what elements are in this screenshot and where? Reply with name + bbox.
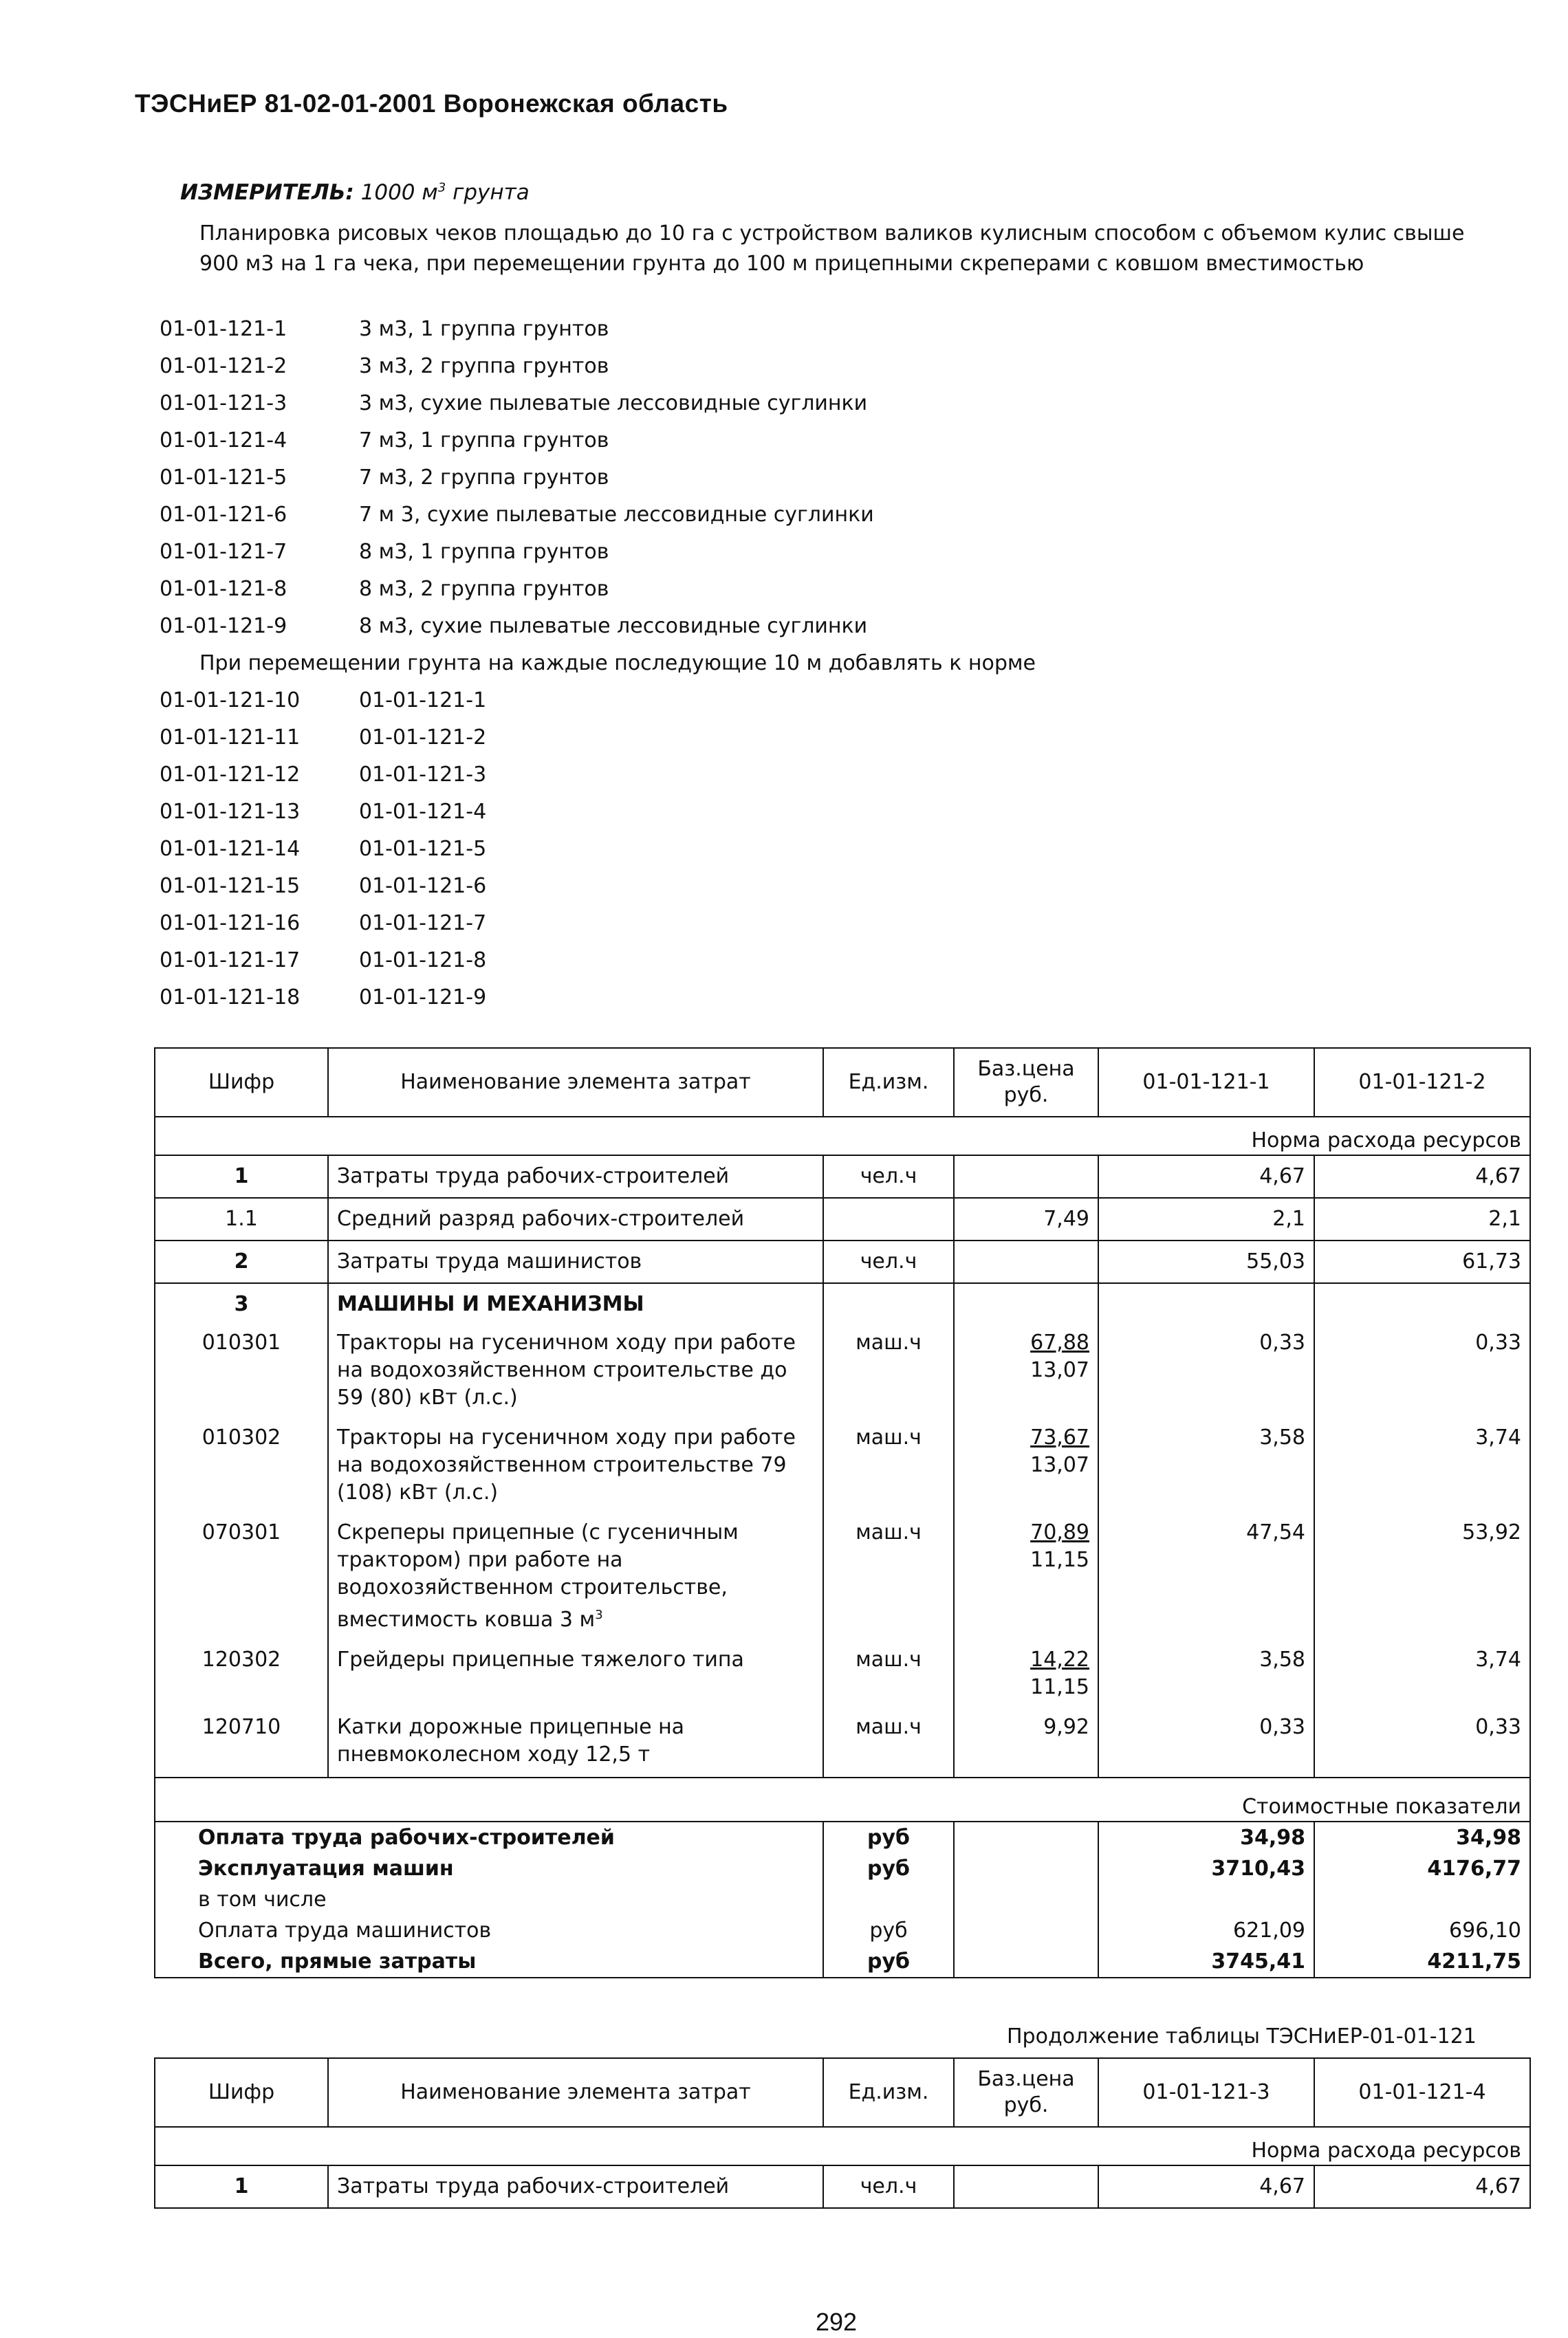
item-ref: 01-01-121-3 [359, 763, 487, 787]
row-price [954, 1420, 1098, 1515]
list-item [160, 719, 1036, 756]
item-code: 01-01-121-16 [160, 911, 301, 935]
summary-price [954, 1915, 1098, 1946]
row-value-1: 0,33 [1098, 1325, 1314, 1420]
row-price [954, 1642, 1098, 1709]
summary-value-1: 34,98 [1098, 1822, 1314, 1853]
row-value-2: 53,92 [1314, 1515, 1530, 1642]
row-name-sup: 3 [595, 1608, 603, 1622]
price-main: 67,88 [1030, 1331, 1089, 1355]
section-band [155, 2127, 1530, 2165]
row-code: 1 [155, 2165, 328, 2208]
table-row [155, 1642, 1530, 1709]
resource-table [154, 1047, 1531, 1978]
summary-unit: руб [823, 1946, 954, 1978]
row-price [954, 1283, 1098, 1325]
item-ref: 01-01-121-9 [359, 985, 487, 1009]
row-value-2: 4,67 [1314, 1155, 1530, 1198]
list-item [160, 942, 1036, 979]
meter-label: ИЗМЕРИТЕЛЬ: [180, 180, 354, 205]
summary-value-2: 4176,77 [1314, 1853, 1530, 1884]
table-row [155, 1198, 1530, 1241]
item-code: 01-01-121-17 [160, 948, 301, 972]
row-price: 7,49 [954, 1198, 1098, 1241]
item-ref: 01-01-121-6 [359, 874, 487, 898]
summary-price [954, 1822, 1098, 1853]
item-code: 01-01-121-14 [160, 837, 301, 861]
row-price [954, 1325, 1098, 1420]
row-price: 9,92 [954, 1709, 1098, 1778]
item-text: 3 м3, 2 группа грунтов [359, 354, 609, 378]
table-header [155, 2058, 1530, 2127]
row-value-1: 55,03 [1098, 1241, 1314, 1283]
item-code: 01-01-121-18 [160, 985, 301, 1009]
summary-value-1: 3710,43 [1098, 1853, 1314, 1884]
row-value-1: 3,58 [1098, 1420, 1314, 1515]
list-item [160, 831, 1036, 868]
price-main: 70,89 [1030, 1520, 1089, 1544]
item-code: 01-01-121-5 [160, 466, 287, 490]
summary-row [155, 1853, 1530, 1884]
item-ref: 01-01-121-5 [359, 837, 487, 861]
item-ref: 01-01-121-1 [359, 688, 487, 712]
summary-value-2: 696,10 [1314, 1915, 1530, 1946]
item-ref: 01-01-121-8 [359, 948, 487, 972]
header-cell: Баз.цена руб. [954, 1048, 1098, 1117]
item-code: 01-01-121-4 [160, 428, 287, 452]
list-item [160, 571, 1036, 608]
row-value-1: 3,58 [1098, 1642, 1314, 1709]
meter-value: 1000 м [360, 180, 438, 205]
row-code: 1.1 [155, 1198, 328, 1241]
document-title: ТЭСНиЕР 81-02-01-2001 Воронежская область [135, 89, 728, 118]
summary-price [954, 1884, 1098, 1915]
header-cell: Баз.цена руб. [954, 2058, 1098, 2127]
row-unit: маш.ч [823, 1642, 954, 1709]
row-code: 010302 [155, 1420, 328, 1515]
row-value-2: 3,74 [1314, 1420, 1530, 1515]
row-value-2: 4,67 [1314, 2165, 1530, 2208]
item-code: 01-01-121-3 [160, 391, 287, 415]
band-label: Норма расхода ресурсов [155, 1117, 1530, 1155]
item-code: 01-01-121-13 [160, 800, 301, 824]
row-value-1: 4,67 [1098, 2165, 1314, 2208]
item-code: 01-01-121-8 [160, 577, 287, 601]
row-unit: чел.ч [823, 1241, 954, 1283]
list-item [160, 682, 1036, 719]
header-cell: Шифр [155, 1048, 328, 1117]
row-name: Средний разряд рабочих-строителей [328, 1198, 823, 1241]
item-text: 8 м3, 2 группа грунтов [359, 577, 609, 601]
row-name-text: Скреперы прицепные (с гусеничным трактором) при работе на водохозяйственном строительстве, вместимость ковша 3 м [337, 1520, 739, 1632]
summary-label: Оплата труда рабочих-строителей [155, 1822, 823, 1853]
header-cell: Шифр [155, 2058, 328, 2127]
row-code: 070301 [155, 1515, 328, 1642]
page-number: 292 [816, 2308, 858, 2336]
item-code: 01-01-121-9 [160, 614, 287, 638]
row-code: 3 [155, 1283, 328, 1325]
row-code: 2 [155, 1241, 328, 1283]
measurement-unit [180, 180, 530, 205]
row-name: Катки дорожные прицепные на пневмоколесном ходу 12,5 т [328, 1709, 823, 1778]
section-band [155, 1117, 1530, 1155]
row-unit [823, 1283, 954, 1325]
table-row [155, 2165, 1530, 2208]
list-item [160, 348, 1036, 385]
row-value-2 [1314, 1283, 1530, 1325]
item-code: 01-01-121-12 [160, 763, 301, 787]
item-code: 01-01-121-11 [160, 725, 301, 750]
list-item [160, 534, 1036, 571]
table-row [155, 1155, 1530, 1198]
list-item [160, 868, 1036, 905]
list-item [160, 794, 1036, 831]
row-value-1 [1098, 1283, 1314, 1325]
band-label: Стоимостные показатели [155, 1778, 1530, 1822]
header-cell: 01-01-121-3 [1098, 2058, 1314, 2127]
row-name: Затраты труда рабочих-строителей [328, 2165, 823, 2208]
row-value-1: 0,33 [1098, 1709, 1314, 1778]
item-code: 01-01-121-10 [160, 688, 301, 712]
list-item [160, 496, 1036, 534]
row-value-1: 4,67 [1098, 1155, 1314, 1198]
summary-row [155, 1884, 1530, 1915]
item-code: 01-01-121-7 [160, 540, 287, 564]
item-text: 7 м3, 1 группа грунтов [359, 428, 609, 452]
row-code: 010301 [155, 1325, 328, 1420]
code-list [160, 311, 1036, 1016]
header-cell: Ед.изм. [823, 2058, 954, 2127]
summary-label: Эксплуатация машин [155, 1853, 823, 1884]
header-cell: Наименование элемента затрат [328, 2058, 823, 2127]
price-main: 73,67 [1030, 1425, 1089, 1450]
summary-row [155, 1946, 1530, 1978]
price-secondary: 11,15 [1030, 1548, 1089, 1572]
list-item [160, 905, 1036, 942]
row-name: Затраты труда машинистов [328, 1241, 823, 1283]
item-text: 8 м3, сухие пылеватые лессовидные суглинки [359, 614, 868, 638]
summary-price [954, 1853, 1098, 1884]
item-text: 3 м3, сухие пылеватые лессовидные суглинки [359, 391, 868, 415]
list-item [160, 608, 1036, 645]
price-main: 14,22 [1030, 1648, 1089, 1672]
summary-label: в том числе [155, 1884, 823, 1915]
row-code: 120710 [155, 1709, 328, 1778]
summary-unit [823, 1884, 954, 1915]
header-cell: Наименование элемента затрат [328, 1048, 823, 1117]
item-code: 01-01-121-1 [160, 317, 287, 341]
table-row [155, 1420, 1530, 1515]
row-value-2: 3,74 [1314, 1642, 1530, 1709]
section-band [155, 1778, 1530, 1822]
row-value-2: 0,33 [1314, 1709, 1530, 1778]
summary-unit: руб [823, 1915, 954, 1946]
summary-unit: руб [823, 1853, 954, 1884]
row-code: 120302 [155, 1642, 328, 1709]
row-unit [823, 1198, 954, 1241]
meter-unit: грунта [446, 180, 530, 205]
row-value-2: 61,73 [1314, 1241, 1530, 1283]
summary-value-1: 621,09 [1098, 1915, 1314, 1946]
row-unit: маш.ч [823, 1420, 954, 1515]
summary-row [155, 1822, 1530, 1853]
continuation-caption: Продолжение таблицы ТЭСНиЕР-01-01-121 [1007, 2024, 1477, 2049]
table-row [155, 1283, 1530, 1325]
header-cell: 01-01-121-2 [1314, 1048, 1530, 1117]
row-code: 1 [155, 1155, 328, 1198]
row-price [954, 2165, 1098, 2208]
list-item [160, 311, 1036, 348]
table-row [155, 1325, 1530, 1420]
summary-label: Всего, прямые затраты [155, 1946, 823, 1978]
table-row [155, 1241, 1530, 1283]
header-cell: 01-01-121-1 [1098, 1048, 1314, 1117]
row-value-1: 47,54 [1098, 1515, 1314, 1642]
item-code: 01-01-121-6 [160, 503, 287, 527]
item-text: 7 м3, 2 группа грунтов [359, 466, 609, 490]
band-label: Норма расхода ресурсов [155, 2127, 1530, 2165]
list-item [160, 385, 1036, 422]
summary-value-1: 3745,41 [1098, 1946, 1314, 1978]
table-header [155, 1048, 1530, 1117]
row-unit: чел.ч [823, 2165, 954, 2208]
row-name: Затраты труда рабочих-строителей [328, 1155, 823, 1198]
row-value-1: 2,1 [1098, 1198, 1314, 1241]
row-price [954, 1515, 1098, 1642]
item-ref: 01-01-121-2 [359, 725, 487, 750]
item-text: 3 м3, 1 группа грунтов [359, 317, 609, 341]
list-item [160, 459, 1036, 496]
table-row [155, 1515, 1530, 1642]
row-name: Тракторы на гусеничном ходу при работе на водохозяйственном строительстве 79 (108) кВт (л.с.) [328, 1420, 823, 1515]
row-price [954, 1241, 1098, 1283]
summary-value-2 [1314, 1884, 1530, 1915]
row-name: МАШИНЫ И МЕХАНИЗМЫ [328, 1283, 823, 1325]
summary-unit: руб [823, 1822, 954, 1853]
summary-label: Оплата труда машинистов [155, 1915, 823, 1946]
list-item [160, 422, 1036, 459]
row-name: Тракторы на гусеничном ходу при работе на водохозяйственном строительстве до 59 (80) кВт (л.с.) [328, 1325, 823, 1420]
item-code: 01-01-121-15 [160, 874, 301, 898]
table-row [155, 1709, 1530, 1778]
item-code: 01-01-121-2 [160, 354, 287, 378]
item-text: 7 м 3, сухие пылеватые лессовидные суглинки [359, 503, 874, 527]
row-unit: чел.ч [823, 1155, 954, 1198]
row-name: Грейдеры прицепные тяжелого типа [328, 1642, 823, 1709]
work-description: Планировка рисовых чеков площадью до 10 га с устройством валиков кулисным способом с объемом кулис свыше 900 м3 на 1 га чека, при перемещении грунта до 100 м прицепными скреперами с ковшом вместимостью [199, 221, 1465, 276]
list-item [160, 979, 1036, 1016]
header-cell: 01-01-121-4 [1314, 2058, 1530, 2127]
price-secondary: 13,07 [1030, 1453, 1089, 1477]
summary-price [954, 1946, 1098, 1978]
resource-table-continued [154, 2057, 1531, 2209]
price-secondary: 13,07 [1030, 1358, 1089, 1382]
summary-row [155, 1915, 1530, 1946]
row-value-2: 2,1 [1314, 1198, 1530, 1241]
item-ref: 01-01-121-4 [359, 800, 487, 824]
row-name [328, 1515, 823, 1642]
item-text: 8 м3, 1 группа грунтов [359, 540, 609, 564]
summary-value-1 [1098, 1884, 1314, 1915]
summary-value-2: 4211,75 [1314, 1946, 1530, 1978]
item-ref: 01-01-121-7 [359, 911, 487, 935]
row-price [954, 1155, 1098, 1198]
price-secondary: 11,15 [1030, 1675, 1089, 1699]
header-cell: Ед.изм. [823, 1048, 954, 1117]
row-unit: маш.ч [823, 1515, 954, 1642]
addition-note: При перемещении грунта на каждые последующие 10 м добавлять к норме [199, 651, 1036, 675]
row-unit: маш.ч [823, 1709, 954, 1778]
list-item [160, 756, 1036, 794]
summary-value-2: 34,98 [1314, 1822, 1530, 1853]
meter-sup: 3 [437, 180, 446, 195]
row-unit: маш.ч [823, 1325, 954, 1420]
row-value-2: 0,33 [1314, 1325, 1530, 1420]
